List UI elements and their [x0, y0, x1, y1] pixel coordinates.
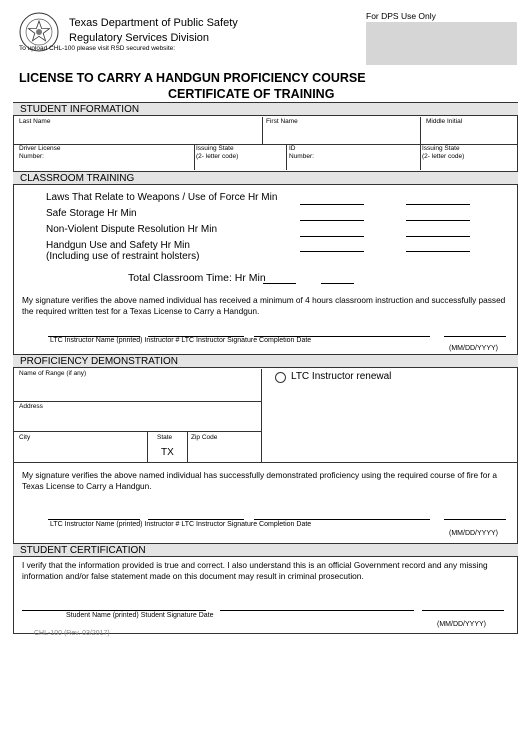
total-minutes-field[interactable] — [321, 283, 354, 284]
proficiency-date-format: (MM/DD/YYYY) — [449, 530, 498, 537]
student-signature-field[interactable] — [220, 610, 414, 611]
city-label: City — [19, 434, 31, 441]
zip-code-label: Zip Code — [191, 434, 218, 441]
laws-minutes-field[interactable] — [406, 204, 470, 205]
classroom-heading: CLASSROOM TRAINING — [13, 171, 518, 185]
upload-note: To upload CHL-100 please visit RSD secured website: — [19, 45, 176, 52]
form-title: LICENSE TO CARRY A HANDGUN PROFICIENCY COURSE — [19, 71, 366, 85]
classroom-completion-date-field[interactable] — [444, 336, 506, 337]
dps-use-label: For DPS Use Only — [366, 11, 436, 21]
handgun-use-item: Handgun Use and Safety Hr Min — [46, 240, 190, 251]
agency-name: Texas Department of Public Safety — [69, 17, 238, 29]
handgun-use-note: (Including use of restraint holsters) — [46, 251, 200, 262]
address-label: Address — [19, 403, 43, 410]
proficiency-completion-date-field[interactable] — [444, 519, 506, 520]
laws-hours-field[interactable] — [300, 204, 364, 205]
student-cert-heading: STUDENT CERTIFICATION — [13, 543, 518, 557]
form-subtitle: CERTIFICATE OF TRAINING — [168, 87, 335, 101]
state-value: TX — [161, 447, 174, 458]
classroom-signature-text: My signature verifies the above named individual has received a minimum of 4 hours classroom instruction and successfully passed the required written test for a Texas License to Carry a Handgun. — [22, 295, 506, 316]
proficiency-signature-text: My signature verifies the above named individual has successfully demonstrated proficiency using the required course of fire for a Texas License to Carry a Handgun. — [22, 470, 498, 491]
proficiency-signature-labels: LTC Instructor Name (printed) Instructor # LTC Instructor Signature Completion Date — [50, 521, 312, 528]
middle-initial-label: Middle Initial — [426, 118, 463, 125]
renewal-radio[interactable] — [275, 372, 286, 383]
proficiency-instructor-signature-field[interactable] — [254, 519, 430, 520]
city-field[interactable] — [14, 432, 146, 462]
proficiency-heading: PROFICIENCY DEMONSTRATION — [13, 354, 518, 368]
student-name-field[interactable] — [22, 610, 206, 611]
storage-hours-field[interactable] — [300, 220, 364, 221]
classroom-signature-labels: LTC Instructor Name (printed) Instructor # LTC Instructor Signature Completion Date — [50, 337, 312, 344]
range-name-label: Name of Range (if any) — [19, 370, 87, 377]
id-number-label: ID Number: — [289, 145, 314, 160]
dps-use-box — [366, 22, 517, 65]
driver-license-label: Driver License Number: — [19, 145, 61, 160]
address-field[interactable] — [14, 402, 260, 431]
first-name-label: First Name — [266, 118, 298, 125]
student-signature-labels: Student Name (printed) Student Signature Date — [66, 612, 214, 619]
total-hours-field[interactable] — [263, 283, 296, 284]
division-name: Regulatory Services Division — [69, 32, 209, 44]
last-name-field[interactable] — [14, 117, 260, 144]
state-label: State — [157, 434, 173, 441]
renewal-label: LTC Instructor renewal — [291, 371, 392, 382]
dispute-minutes-field[interactable] — [406, 236, 470, 237]
dispute-item: Non-Violent Dispute Resolution Hr Min — [46, 224, 218, 235]
proficiency-instructor-name-field[interactable] — [48, 519, 140, 520]
id-issuing-state-label: Issuing State (2- letter code) — [422, 145, 465, 160]
dl-issuing-state-label: Issuing State (2- letter code) — [196, 145, 239, 160]
handgun-minutes-field[interactable] — [406, 251, 470, 252]
student-cert-text: I verify that the information provided is true and correct. I also understand this is an official Government record and any missing information and/or false statement made on this document may result in criminal prosecution. — [22, 560, 488, 581]
student-date-field[interactable] — [422, 610, 504, 611]
safe-storage-item: Safe Storage Hr Min — [46, 208, 137, 219]
total-classroom-time: Total Classroom Time: Hr Min — [128, 272, 266, 284]
student-date-format: (MM/DD/YYYY) — [437, 621, 486, 628]
student-info-heading: STUDENT INFORMATION — [13, 102, 518, 116]
dispute-hours-field[interactable] — [300, 236, 364, 237]
form-id: CHL-100 (Rev. 03/2017) — [34, 630, 110, 637]
handgun-hours-field[interactable] — [300, 251, 364, 252]
storage-minutes-field[interactable] — [406, 220, 470, 221]
laws-item: Laws That Relate to Weapons / Use of Force Hr Min — [46, 192, 278, 203]
last-name-label: Last Name — [19, 118, 51, 125]
proficiency-instructor-number-field[interactable] — [148, 519, 244, 520]
classroom-date-format: (MM/DD/YYYY) — [449, 345, 498, 352]
